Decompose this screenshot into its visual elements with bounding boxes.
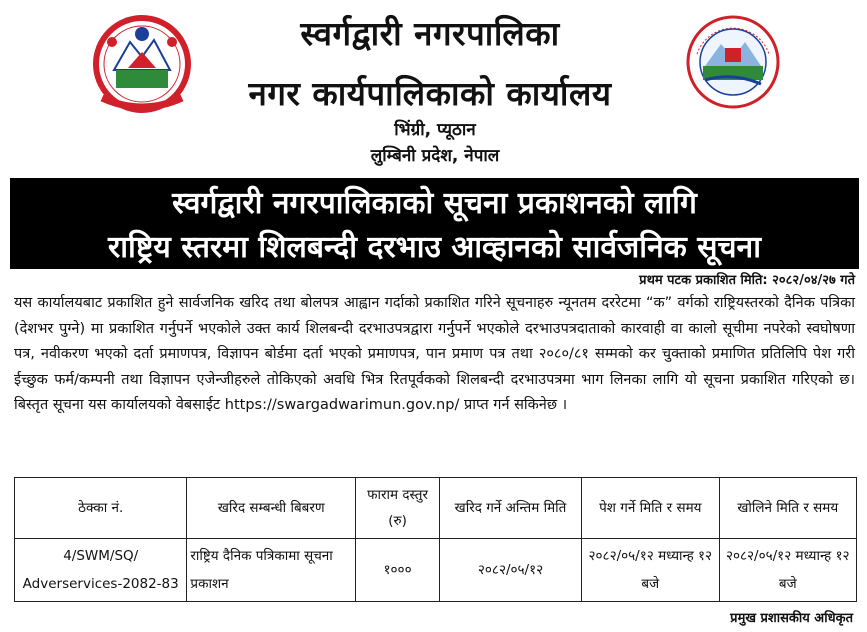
notice-title-line1: स्वर्गद्वारी नगरपालिकाको सूचना प्रकाशनको लागि bbox=[172, 186, 697, 221]
table-header-row bbox=[15, 478, 857, 539]
cell-opening: २०८२/०५/१२ मध्यान्ह १२ बजे bbox=[719, 539, 856, 602]
notice-title-banner bbox=[10, 178, 859, 269]
col-form-fee: फाराम दस्तुर (रु) bbox=[356, 478, 440, 539]
municipality-name: स्वर्गद्वारी नगरपालिका bbox=[300, 14, 560, 53]
address-line2: लुम्बिनी प्रदेश, नेपाल bbox=[370, 146, 500, 166]
cell-contract-no: 4/SWM/SQ/ Adverservices-2082-83 bbox=[15, 539, 187, 602]
cell-form-fee: १००० bbox=[356, 539, 440, 602]
col-opening: खोलिने मिति र समय bbox=[719, 478, 856, 539]
tender-table bbox=[14, 477, 857, 602]
notice-body: यस कार्यालयबाट प्रकाशित हुने सार्वजनिक खरिद तथा बोलपत्र आह्वान गर्दाको प्रकाशित गरिने सूचनाहरु न्यूनतम दररेटमा “क” वर्गको राष्ट्रियस्तरको दैनिक पत्रिका (देशभर पुग्ने) मा प्रकाशित गर्नुपर्ने भएकोले उक्त कार्य शिलबन्दी दरभाउपत्रद्वारा गर्नुपर्ने भएकोले दरभाउपत्रदाताको कारवाही वा कालो सूचीमा नपरेको स्वघोषणा पत्र, नवीकरण भएको दर्ता प्रमाणपत्र, विज्ञापन बोर्डमा दर्ता भएको प्रमाणपत्र, पान प्रमाण पत्र तथा २०८०/८१ सम्मको कर चुक्ताको प्रमाणित प्रतिलिपि पेश गरी ईच्छुक फर्म/कम्पनी तथा विज्ञापन एजेन्जीहरुले तोकिएको अवधि भित्र रितपूर्वकको शिलबन्दी दरभाउपत्रमा भाग लिनका लागि यो सूचना प्रकाशित गरिएको छ। बिस्तृत सूचना यस कार्यालयको वेबसाईट https://swargadwarimun.gov.np/ प्राप्त गर्न सकिनेछ । bbox=[14, 295, 855, 413]
cell-submission: २०८२/०५/१२ मध्यान्ह १२ बजे bbox=[582, 539, 719, 602]
municipality-logo-icon bbox=[685, 14, 781, 110]
letterhead bbox=[0, 0, 867, 170]
table-row bbox=[15, 539, 857, 602]
cell-last-purchase-date: २०८२/०५/१२ bbox=[439, 539, 581, 602]
office-name: नगर कार्यपालिकाको कार्यालय bbox=[248, 74, 612, 113]
signatory: प्रमुख प्रशासकीय अधिकृत bbox=[730, 611, 853, 626]
col-last-purchase-date: खरिद गर्ने अन्तिम मिति bbox=[439, 478, 581, 539]
publication-date: प्रथम पटक प्रकाशित मिति: २०८२/०४/२७ गते bbox=[639, 273, 855, 288]
col-submission: पेश गर्ने मिति र समय bbox=[582, 478, 719, 539]
col-description: खरिद सम्बन्धी बिबरण bbox=[187, 478, 356, 539]
address-line1: भिंग्री, प्यूठान bbox=[394, 120, 476, 140]
col-contract-no: ठेक्का नं. bbox=[15, 478, 187, 539]
notice-title-line2: राष्ट्रिय स्तरमा शिलबन्दी दरभाउ आव्हानको सार्वजनिक सूचना bbox=[108, 230, 761, 265]
cell-description: राष्ट्रिय दैनिक पत्रिकामा सूचना प्रकाशन bbox=[187, 539, 356, 602]
